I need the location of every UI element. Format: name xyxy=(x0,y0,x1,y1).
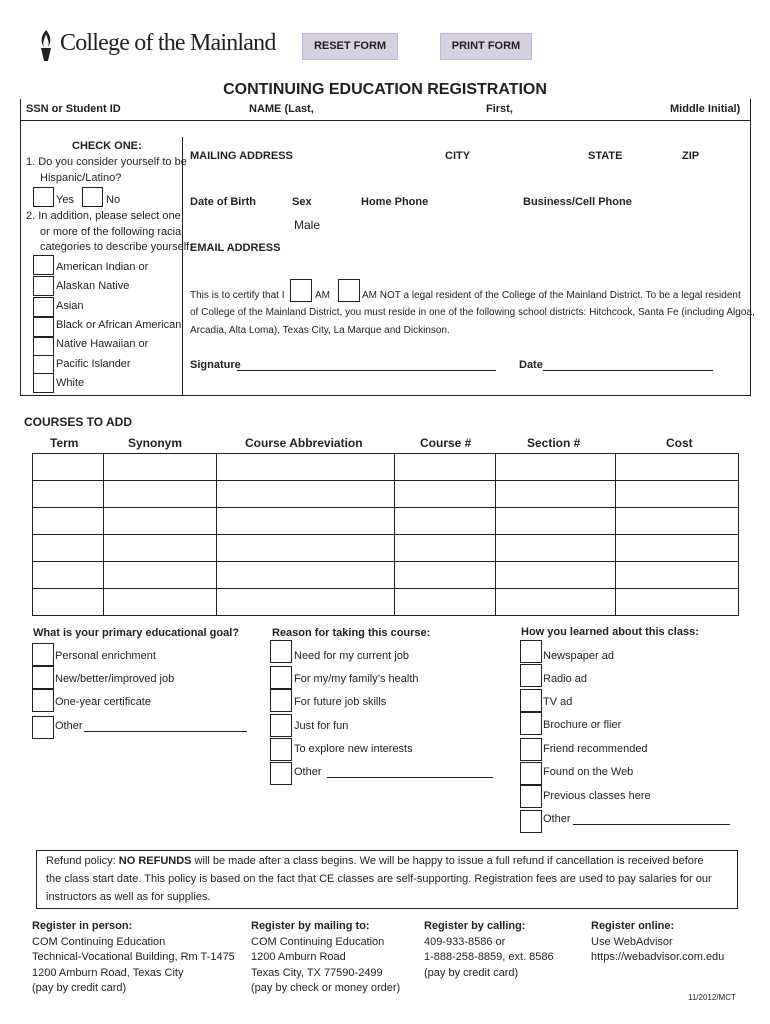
learned-previous-checkbox[interactable] xyxy=(520,785,542,808)
table-cell[interactable] xyxy=(33,535,104,562)
logo-wordmark: College of the Mainland xyxy=(60,30,276,56)
email-label: EMAIL ADDRESS xyxy=(190,242,281,254)
register-line: Use WebAdvisor xyxy=(591,935,673,948)
ssn-label: SSN or Student ID xyxy=(26,103,121,115)
race-question-cont2: categories to describe yourself: xyxy=(40,241,193,253)
race-option: Native Hawaiian or xyxy=(56,338,149,350)
race-american-indian-checkbox[interactable] xyxy=(33,255,54,275)
register-line: Texas City, TX 77590-2499 xyxy=(251,966,383,979)
register-online xyxy=(591,919,724,966)
table-cell[interactable] xyxy=(104,535,217,562)
table-cell[interactable] xyxy=(104,481,217,508)
learned-option: TV ad xyxy=(543,696,573,708)
webadvisor-link[interactable]: https://webadvisor.com.edu xyxy=(591,951,725,963)
race-native-hawaiian-checkbox[interactable] xyxy=(33,337,54,357)
no-refunds-text: NO REFUNDS xyxy=(118,855,192,867)
resident-am-not-checkbox[interactable] xyxy=(338,279,360,302)
table-cell[interactable] xyxy=(217,562,395,589)
table-cell[interactable] xyxy=(217,589,395,616)
courses-table xyxy=(32,453,739,616)
col-header-term: Term xyxy=(50,436,79,450)
register-line: 1-888-258-8859, ext. 8586 xyxy=(424,951,554,963)
table-cell[interactable] xyxy=(395,535,496,562)
table-cell[interactable] xyxy=(496,454,616,481)
table-cell[interactable] xyxy=(395,481,496,508)
register-in-person-title: Register in person: xyxy=(32,920,133,932)
am-not-label: AM NOT a legal resident of the College of the Mainland District. To be a legal resident xyxy=(362,290,741,301)
learned-option: Newspaper ad xyxy=(543,650,614,662)
hispanic-no-checkbox[interactable] xyxy=(82,187,103,207)
learned-option: Radio ad xyxy=(543,673,588,685)
page-title: CONTINUING EDUCATION REGISTRATION xyxy=(223,81,547,98)
first-name-label: First, xyxy=(486,103,513,115)
reason-other-line[interactable] xyxy=(327,777,493,778)
reasons-heading: Reason for taking this course: xyxy=(272,627,431,639)
race-question-cont1: or more of the following racial xyxy=(40,226,184,238)
city-label: CITY xyxy=(445,150,471,162)
hispanic-yes-checkbox[interactable] xyxy=(33,187,54,207)
register-online-title: Register online: xyxy=(591,920,675,932)
race-option: Asian xyxy=(56,300,84,312)
id-row-rule xyxy=(20,120,751,121)
table-row xyxy=(33,508,739,535)
learned-heading: How you learned about this class: xyxy=(521,626,699,638)
register-in-person xyxy=(32,919,235,997)
table-cell[interactable] xyxy=(616,454,739,481)
register-line: Technical-Vocational Building, Rm T-1475 xyxy=(32,951,235,963)
table-row xyxy=(33,562,739,589)
table-cell[interactable] xyxy=(217,508,395,535)
mailing-address-label: MAILING ADDRESS xyxy=(190,150,293,162)
register-line: (pay by credit card) xyxy=(424,966,519,979)
race-asian-checkbox[interactable] xyxy=(33,297,54,317)
signature-label: Signature xyxy=(190,359,241,371)
table-cell[interactable] xyxy=(395,454,496,481)
table-cell[interactable] xyxy=(104,589,217,616)
resident-am-checkbox[interactable] xyxy=(290,279,312,302)
register-line: (pay by credit card) xyxy=(32,982,127,994)
goal-other-line[interactable] xyxy=(84,731,247,732)
form-code: 11/2012/MCT xyxy=(688,993,736,1002)
table-cell[interactable] xyxy=(104,454,217,481)
reason-health-checkbox[interactable] xyxy=(270,666,292,689)
goal-option: Other xyxy=(55,720,83,732)
goal-certificate-checkbox[interactable] xyxy=(32,689,54,712)
register-line: COM Continuing Education xyxy=(32,935,166,948)
certify-text: This is to certify that I xyxy=(190,290,285,301)
reason-future-skills-checkbox[interactable] xyxy=(270,689,292,712)
table-row xyxy=(33,454,739,481)
table-cell[interactable] xyxy=(395,562,496,589)
col-header-synonym: Synonym xyxy=(128,436,183,450)
learned-option: Previous classes here xyxy=(543,790,651,802)
certify-text-line3: Arcadia, Alta Loma), Texas City, La Marque and Dickinson. xyxy=(190,325,450,336)
reason-option: Just for fun xyxy=(294,720,349,732)
register-by-mail-title: Register by mailing to: xyxy=(251,920,370,932)
table-cell[interactable] xyxy=(217,454,395,481)
register-by-phone-title: Register by calling: xyxy=(424,920,526,932)
table-cell[interactable] xyxy=(33,589,104,616)
goal-option: New/better/improved job xyxy=(55,673,175,685)
reason-other-checkbox[interactable] xyxy=(270,762,292,785)
table-cell[interactable] xyxy=(616,508,739,535)
table-cell[interactable] xyxy=(33,454,104,481)
yes-label: Yes xyxy=(56,194,74,206)
race-option: Pacific Islander xyxy=(56,358,131,370)
table-row xyxy=(33,481,739,508)
date-label: Date xyxy=(519,359,543,371)
refund-line3: instructors as well as for supplies. xyxy=(46,891,211,903)
goal-option: One-year certificate xyxy=(55,696,151,708)
refund-line1-rest: will be made after a class begins. We will be happy to issue a full refund if cancellation is received before xyxy=(191,855,704,867)
register-line: COM Continuing Education xyxy=(251,935,385,948)
reason-option: Other xyxy=(294,766,322,778)
sex-value[interactable]: Male xyxy=(294,218,321,232)
table-cell[interactable] xyxy=(496,508,616,535)
college-logo xyxy=(35,28,285,64)
register-line: (pay by check or money order) xyxy=(251,982,401,994)
reason-current-job-checkbox[interactable] xyxy=(270,640,292,663)
col-header-course-abbrev: Course Abbreviation xyxy=(245,436,363,450)
table-row xyxy=(33,535,739,562)
table-cell[interactable] xyxy=(33,562,104,589)
reset-form-button[interactable]: RESET FORM xyxy=(302,33,398,60)
state-label: STATE xyxy=(588,150,623,162)
goal-other-checkbox[interactable] xyxy=(32,716,54,739)
race-black-checkbox[interactable] xyxy=(33,317,54,337)
race-option: American Indian or xyxy=(56,261,149,273)
goal-job-checkbox[interactable] xyxy=(32,666,54,689)
learned-tv-checkbox[interactable] xyxy=(520,689,542,712)
zip-label: ZIP xyxy=(682,150,700,162)
col-header-section: Section # xyxy=(527,436,581,450)
table-cell[interactable] xyxy=(395,589,496,616)
goals-heading: What is your primary educational goal? xyxy=(33,627,239,639)
col-header-course-num: Course # xyxy=(420,436,472,450)
name-last-label: NAME (Last, xyxy=(249,103,314,115)
hispanic-question-cont: Hispanic/Latino? xyxy=(40,172,122,184)
check-one-divider xyxy=(182,137,183,396)
table-cell[interactable] xyxy=(217,535,395,562)
table-row xyxy=(33,589,739,616)
register-by-phone xyxy=(424,919,554,981)
table-cell[interactable] xyxy=(496,535,616,562)
learned-option: Brochure or flier xyxy=(543,719,622,731)
check-one-heading: CHECK ONE: xyxy=(72,140,142,152)
race-question: 2. In addition, please select one xyxy=(26,210,181,222)
race-option: Alaskan Native xyxy=(56,280,130,292)
race-option: White xyxy=(56,377,85,389)
table-cell[interactable] xyxy=(616,535,739,562)
register-line: 1200 Amburn Road, Texas City xyxy=(32,966,184,979)
table-cell[interactable] xyxy=(104,562,217,589)
col-header-cost: Cost xyxy=(666,436,693,450)
race-white-checkbox[interactable] xyxy=(33,373,54,393)
table-cell[interactable] xyxy=(217,481,395,508)
no-label: No xyxy=(106,194,121,206)
register-line: 409-933-8586 or xyxy=(424,935,506,948)
table-cell[interactable] xyxy=(616,481,739,508)
table-cell[interactable] xyxy=(395,508,496,535)
reason-option: For my/my family’s health xyxy=(294,673,419,685)
table-cell[interactable] xyxy=(33,481,104,508)
table-cell[interactable] xyxy=(104,508,217,535)
hispanic-question: 1. Do you consider yourself to be xyxy=(26,156,187,168)
learned-friend-checkbox[interactable] xyxy=(520,738,542,761)
goal-option: Personal enrichment xyxy=(55,650,156,662)
learned-brochure-checkbox[interactable] xyxy=(520,712,542,735)
learned-radio-checkbox[interactable] xyxy=(520,664,542,687)
refund-line1 xyxy=(46,855,704,867)
table-cell[interactable] xyxy=(33,508,104,535)
table-cell[interactable] xyxy=(616,562,739,589)
learned-web-checkbox[interactable] xyxy=(520,762,542,785)
register-line: 1200 Amburn Road xyxy=(251,951,346,963)
learned-option: Other xyxy=(543,813,571,825)
table-cell[interactable] xyxy=(496,589,616,616)
register-by-mail xyxy=(251,919,400,997)
certify-text-line2: of College of the Mainland District, you must reside in one of the following school districts: Hitchcock, Santa Fe (including Algoa, xyxy=(190,307,755,318)
learned-option: Friend recommended xyxy=(543,743,648,755)
refund-prefix: Refund policy: xyxy=(46,855,119,867)
learned-other-checkbox[interactable] xyxy=(520,810,542,833)
reason-fun-checkbox[interactable] xyxy=(270,714,292,737)
refund-line2: the class start date. This policy is based on the fact that CE classes are self-supporting. Registration fees are used to pay salaries for our xyxy=(46,873,712,885)
goal-personal-checkbox[interactable] xyxy=(32,643,54,666)
reason-option: For future job skills xyxy=(294,696,387,708)
learned-option: Found on the Web xyxy=(543,766,634,778)
table-cell[interactable] xyxy=(616,589,739,616)
print-form-button[interactable]: PRINT FORM xyxy=(440,33,532,60)
race-option: Black or African American xyxy=(56,319,182,331)
reason-option: To explore new interests xyxy=(294,743,413,755)
home-phone-label: Home Phone xyxy=(361,196,429,208)
race-alaskan-native-checkbox[interactable] xyxy=(33,276,54,296)
am-label: AM xyxy=(315,290,330,301)
torch-icon xyxy=(35,28,57,62)
learned-other-line[interactable] xyxy=(573,824,730,825)
race-pacific-islander-checkbox[interactable] xyxy=(33,355,54,375)
dob-label: Date of Birth xyxy=(190,196,256,208)
business-phone-label: Business/Cell Phone xyxy=(523,196,632,208)
reason-explore-checkbox[interactable] xyxy=(270,738,292,761)
table-cell[interactable] xyxy=(496,481,616,508)
courses-heading: COURSES TO ADD xyxy=(24,415,133,429)
signature-line[interactable] xyxy=(237,370,496,371)
table-cell[interactable] xyxy=(496,562,616,589)
date-line[interactable] xyxy=(543,370,713,371)
sex-label: Sex xyxy=(292,196,312,208)
middle-initial-label: Middle Initial) xyxy=(670,103,741,115)
reason-option: Need for my current job xyxy=(294,650,409,662)
learned-newspaper-checkbox[interactable] xyxy=(520,640,542,663)
